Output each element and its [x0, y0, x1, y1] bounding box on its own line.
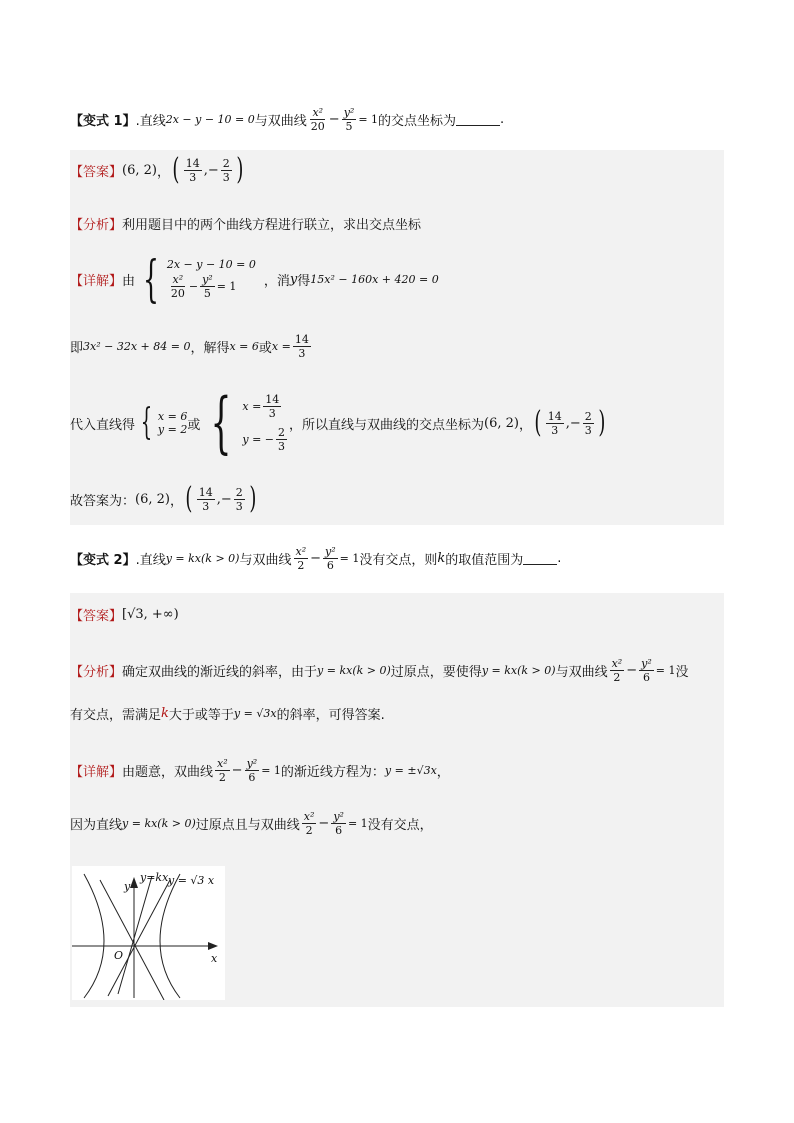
v2-reason: 因为直线 y = kx(k > 0) 过原点且与双曲线 $\frac{\text{x²}}{2}$ − $\frac{\text{y²}}{6}$ = 1 没有交点，	[70, 810, 433, 837]
v1-solve: 即 3x² − 32x + 84 = 0 ，解得 x = 6 或 x = $\frac{14}{3}$	[70, 333, 309, 360]
v1-answer: 【答案】 (6, 2) ， ( $\frac{14}{3}$ , − $\frac{2}{3}$ )	[70, 152, 244, 187]
label-origin: O	[114, 949, 124, 962]
v2-analysis-cont: 有交点，需满足 k 大于或等于 y = √3x 的斜率，可得答案.	[70, 706, 385, 723]
answer-blank	[523, 552, 557, 565]
v1-line-equation: 2x − y − 10 = 0	[165, 113, 255, 126]
v1-question: 【变式 1】 .直线 2x − y − 10 = 0 与双曲线 $\frac{\text{x²}}{20}$ − $\frac{\text{y²}}{5}$ = 1 的交点坐标为 .	[70, 106, 505, 133]
v1-question-tag: 【变式 1】	[70, 114, 136, 129]
v2-detail: 【详解】 由题意，双曲线 $\frac{\text{x²}}{2}$ − $\frac{\text{y²}}{6}$ = 1 的渐近线方程为： y = ±√3x ，	[70, 757, 450, 784]
answer-tag: 【答案】	[70, 164, 123, 180]
v2-answer: 【答案】 [√3, +∞)	[70, 607, 179, 624]
label-y-sqrt3x: y = √3 x	[168, 874, 215, 887]
label-y-axis: y	[124, 880, 131, 893]
hyperbola-figure	[72, 866, 225, 1000]
v1-conclusion: 故答案为： (6, 2) ， ( $\frac{14}{3}$ , − $\frac{2}{3}$ )	[70, 481, 257, 516]
answer-blank	[456, 113, 500, 126]
v1-substitute: 代入直线得 { x = 6 y = 2 或 { x = $\frac{14}{3}$ y = − $\frac{2}{3}$ ，所以直线与双曲线的交点坐标为 (6, 2) ， ( $\frac{14}{3}$ , − $\frac{2}{3}$ )	[70, 384, 606, 461]
v1-analysis: 【分析】 利用题目中的两个曲线方程进行联立，求出交点坐标	[70, 218, 422, 233]
v2-analysis: 【分析】 确定双曲线的渐近线的斜率，由于 y = kx(k > 0) 过原点，要使得 y = kx(k > 0) 与双曲线 $\frac{\text{x²}}{2}$ − $\frac{\text{y²}}{6}$ = 1 没	[70, 657, 689, 684]
v2-question-tag: 【变式 2】	[70, 553, 136, 568]
v1-detail: 【详解】 由 { 2x − y − 10 = 0 $\frac{\text{x²}}{20}$ − $\frac{\text{y²}}{5}$ = 1 ，消 y 得 15x² − 160x + 420 = 0	[70, 250, 439, 308]
label-x-axis: x	[211, 952, 218, 965]
v2-question: 【变式 2】 .直线 y = kx(k > 0) 与双曲线 $\frac{\text{x²}}{2}$ − $\frac{\text{y²}}{6}$ = 1 没有交点，则 k 的取值范围为 .	[70, 545, 562, 572]
label-y-kx: y=kx	[140, 871, 169, 884]
equation-system: { 2x − y − 10 = 0 $\frac{\text{x²}}{20}$ − $\frac{\text{y²}}{5}$ = 1	[142, 250, 256, 308]
